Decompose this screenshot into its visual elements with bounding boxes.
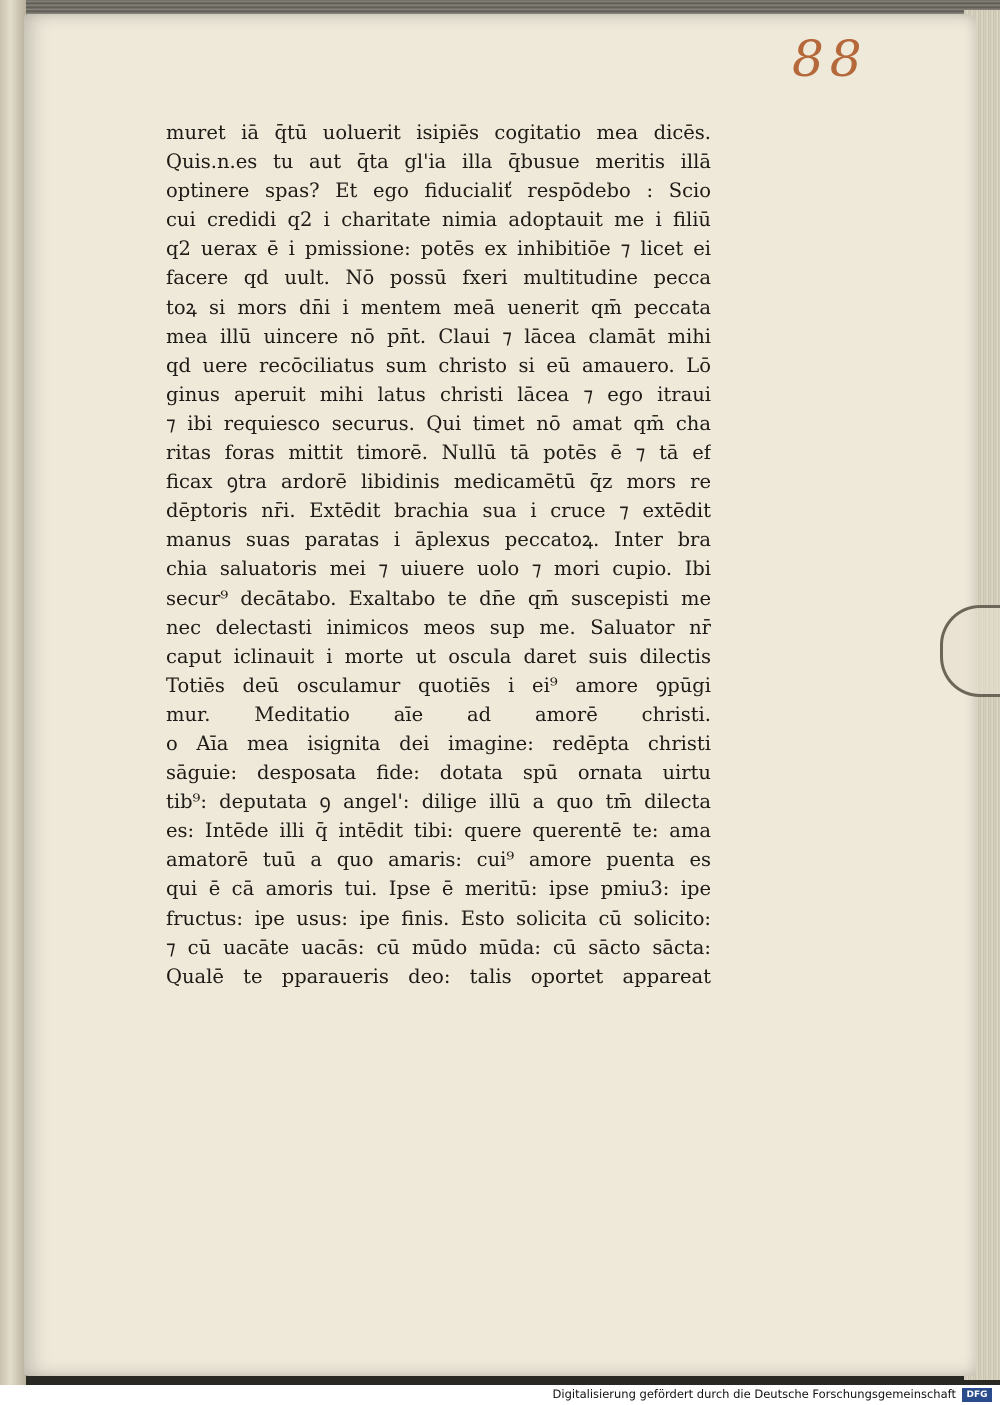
text-line: amatorē tuū a quo amaris: cui⁹ amore puenta es [166,848,711,872]
book-spine-edge [0,0,26,1385]
text-line: caput iclinauit i morte ut oscula daret suis dilectis [166,644,711,668]
text-line: ginus aperuit mihi latus christi lācea ⁊ ego itraui [166,382,711,406]
text-line: ficax ꝯtra ardorē libidinis medicamētū q̄z mors re [166,470,711,494]
text-line: ⁊ ibi requiesco securus. Qui timet nō amat qm̄ cha [166,411,711,435]
text-line: manus suas paratas i āplexus peccatoꝝ. Inter bra [166,528,711,552]
text-line: secur⁹ decātabo. Exaltabo te dn̄e qm̄ suscepisti me [166,586,711,610]
text-line: muret iā q̄tū uoluerit isipiēs cogitatio mea dicēs. [166,121,711,144]
text-line: chia saluatoris mei ⁊ uiuere uolo ⁊ mori cupio. Ibi [166,557,711,581]
dfg-logo: DFG [962,1388,992,1402]
text-line: dēptoris nr̄i. Extēdit brachia sua i cruce ⁊ extēdit [166,499,711,523]
text-block [166,118,711,991]
text-line: toꝝ si mors dn̄i i mentem meā uenerit qm̄ peccata [166,295,711,319]
text-line: qui ē cā amoris tui. Ipse ē meritū: ipse pmiu3: ipe [166,877,711,901]
folio-number: 88 [792,30,868,88]
text-line: o Aīa mea isignita dei imagine: redēpta christi [166,731,711,755]
footer-bar [0,1385,1000,1405]
text-line: tib⁹: deputata ꝯ angel': dilige illū a quo tm̄ dilecta [166,790,711,814]
text-line: ⁊ cū uacāte uacās: cū mūdo mūda: cū sācto sācta: [166,935,711,959]
text-line: optinere spas? Et ego fiducialiť respōdebo : Scio [166,179,711,203]
text-line: mea illū uincere nō pn̄t. Claui ⁊ lācea clamāt mihi [166,324,711,348]
footer-credit: Digitalisierung gefördert durch die Deutsche Forschungsgemeinschaft [552,1387,956,1401]
text-line: facere qd uult. Nō possū fxeri multitudine pecca [166,266,711,290]
text-line: nec delectasti inimicos meos sup me. Saluator nr̄ [166,615,711,639]
text-line: mur. Meditatio aīe ad amorē christi. [166,702,711,726]
text-line: fructus: ipe usus: ipe finis. Esto solicita cū solicito: [166,906,711,930]
page-clip [940,605,1000,697]
text-line: ritas foras mittit timorē. Nullū tā potēs ē ⁊ tā ef [166,441,711,465]
text-line: es: Intēde illi q̄ intēdit tibi: quere querentē te: ama [166,819,711,843]
text-line: Totiēs deū osculamur quotiēs i ei⁹ amore ꝯpūgi [166,673,711,697]
text-line: cui credidi q2 i charitate nimia adoptauit me i filiū [166,208,711,232]
text-line: q2 uerax ē i pmissione: potēs ex inhibitiōe ⁊ licet ei [166,237,711,261]
text-line: Qualē te pparaueris deo: talis oportet appareat [166,964,711,988]
text-line: qd uere recōciliatus sum christo si eū amauero. Lō [166,353,711,377]
text-line: sāguie: desposata fide: dotata spū ornata uirtu [166,761,711,785]
text-line: Quis.n.es tu aut q̄ta gl'ia illa q̄busue meritis illā [166,150,711,174]
